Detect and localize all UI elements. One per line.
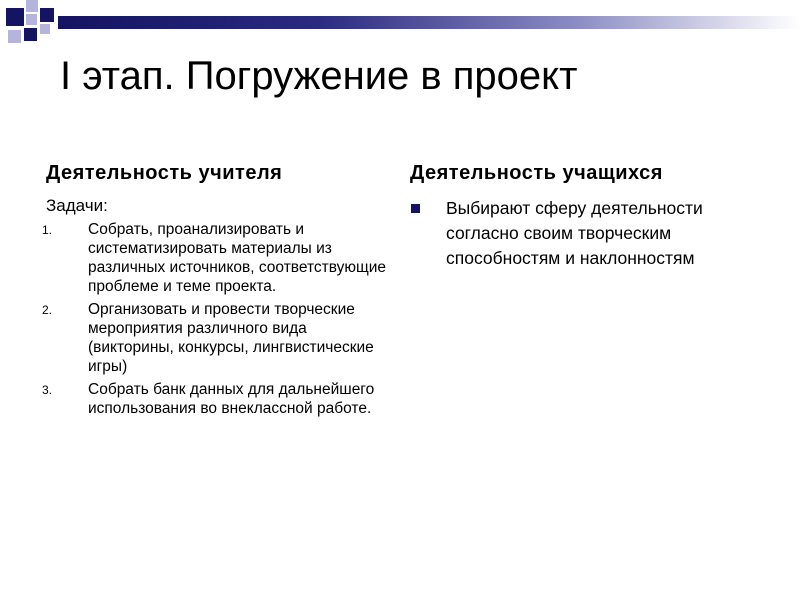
task-text: Организовать и провести творческие мероприятия различного вида (викторины, конкурсы, лингвистические игры) — [88, 301, 374, 375]
task-item-1 — [0, 220, 400, 296]
task-item-2 — [0, 300, 400, 376]
task-text: Собрать банк данных для дальнейшего использования во внеклассной работе. — [88, 381, 375, 417]
students-activity-heading: Деятельность учащихся — [410, 162, 663, 184]
students-activity-text: Выбирают сферу деятельности согласно своим творческим способностям и наклонностям — [446, 198, 703, 268]
slide-title: I этап. Погружение в проект — [60, 54, 578, 98]
task-number: 2. — [42, 303, 53, 317]
tasks-list — [0, 220, 400, 422]
header-gradient-bar — [58, 16, 800, 29]
tasks-subheading: Задачи: — [46, 196, 108, 215]
task-number: 1. — [42, 223, 53, 237]
teacher-activity-heading: Деятельность учителя — [46, 162, 283, 184]
task-number: 3. — [42, 383, 53, 397]
task-text: Собрать, проанализировать и систематизировать материалы из различных источников, соответствующие проблеме и теме проекта. — [88, 221, 387, 295]
square-bullet-icon — [411, 204, 420, 213]
task-item-3 — [0, 380, 400, 418]
